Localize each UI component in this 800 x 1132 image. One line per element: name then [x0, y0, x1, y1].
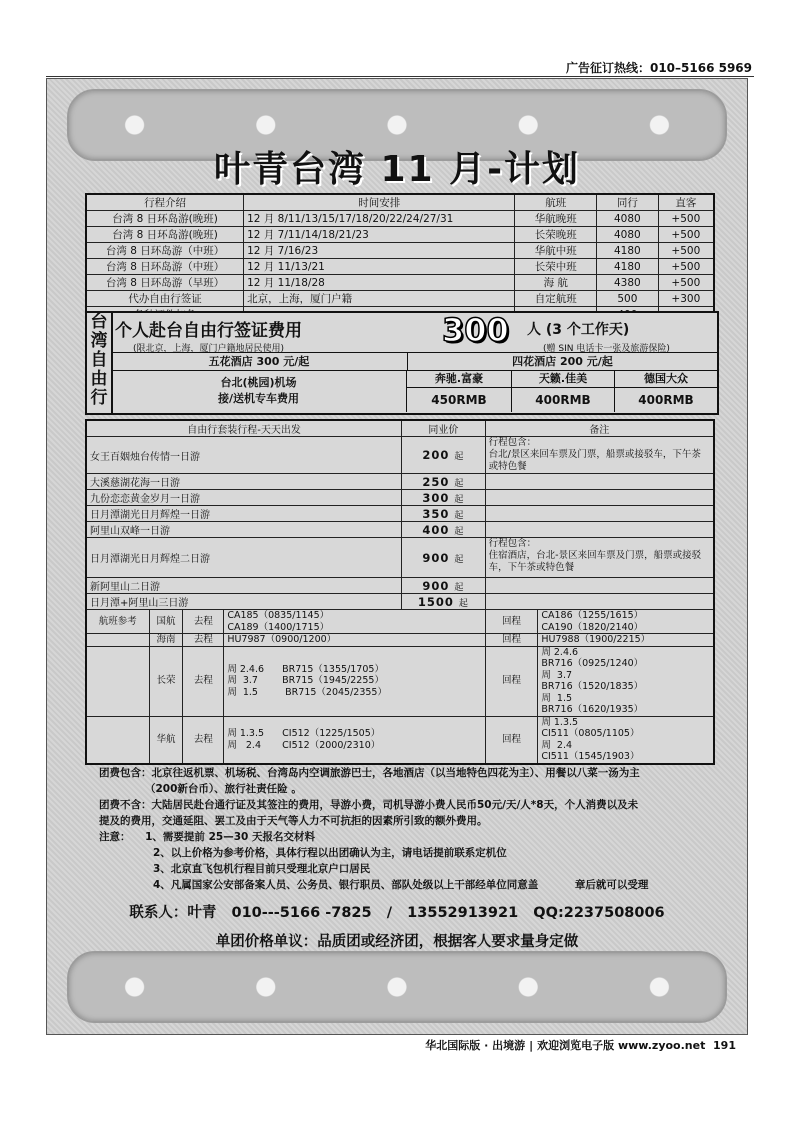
tour-name: 日月潭+阿里山三日游 — [86, 594, 402, 610]
flight-out-times: 周 2.4.6 BR715（1355/1705） 周 3.7 BR715（1945/2255） 周 1.5 BR715（2045/2355） — [224, 646, 485, 716]
terms-note-item: 2、以上价格为参考价格，具体行程以出团确认为主，请电话提前联系定机位 — [153, 847, 507, 859]
tours-header-row — [86, 420, 714, 437]
tour-row — [86, 506, 714, 522]
tour-price — [402, 474, 486, 490]
flight-label: 航班参考 — [86, 610, 149, 634]
terms-note-item: 4、凡属国家公安部备案人员、公务员、银行职员、部队处级以上干部经单位同意盖 章后就可以受理 — [153, 879, 649, 891]
terms-note-item: 3、北京直飞包机行程目前只受理北京户口居民 — [153, 863, 371, 875]
tours-header: 备注 — [485, 420, 714, 437]
schedule-cell: 台湾 8 日环岛游（早班） — [86, 275, 244, 291]
tour-row — [86, 594, 714, 610]
flight-direction-in: 回程 — [485, 610, 538, 634]
flight-label — [86, 634, 149, 647]
side-char: 由 — [90, 369, 108, 389]
page-number: 191 — [713, 1039, 736, 1052]
tour-price-value: 250 — [422, 474, 450, 489]
schedule-header-row — [86, 194, 714, 211]
car-option — [615, 370, 717, 412]
terms-label: 团费不含： — [99, 799, 152, 811]
airline-name: 海南 — [149, 634, 183, 647]
flight-direction-in: 回程 — [485, 716, 538, 764]
tour-row — [86, 522, 714, 538]
terms-label: 团费包含： — [99, 767, 152, 779]
schedule-cell: +300 — [658, 291, 714, 307]
car-price: 400RMB — [638, 393, 694, 407]
flight-in-times: 周 2.4.6 BR716（0925/1240） 周 3.7 BR716（1520/1835） 周 1.5 BR716（1620/1935） — [538, 646, 714, 716]
schedule-cell: 4180 — [597, 243, 659, 259]
terms-text: 大陆居民赴台通行证及其签注的费用，导游小费，司机导游小费人民币50元/天/人*8天，个人消费以及未 — [151, 799, 639, 811]
bottom-ornament — [67, 951, 727, 1023]
car-price: 450RMB — [431, 393, 487, 407]
schedule-cell: 4380 — [597, 275, 659, 291]
flight-direction-out: 去程 — [183, 646, 224, 716]
car-option — [407, 370, 512, 412]
tour-price-unit: 起 — [454, 478, 465, 489]
schedule-cell: 12 月 11/13/21 — [244, 259, 515, 275]
schedule-cell: 代办自由行签证 — [86, 291, 244, 307]
tour-price — [402, 538, 486, 578]
schedule-cell: 12 月 11/18/28 — [244, 275, 515, 291]
car-name: 德国大众 — [615, 371, 717, 388]
tour-row — [86, 437, 714, 474]
tours-header: 自由行套装行程-天天出发 — [86, 420, 402, 437]
side-char: 自 — [90, 350, 108, 370]
schedule-header: 同行 — [597, 194, 659, 211]
terms-label: 注意： — [99, 831, 131, 843]
flight-row — [86, 634, 714, 647]
tour-price-value: 350 — [422, 506, 450, 521]
schedule-cell: 台湾 8 日环岛游(晚班) — [86, 211, 244, 227]
ad-frame — [46, 78, 748, 1035]
schedule-cell: 长荣晚班 — [515, 227, 597, 243]
tour-price-unit: 起 — [454, 510, 465, 521]
flight-in-times: 周 1.3.5 CI511（0805/1105） 周 2.4 CI511（1545/1903） — [538, 716, 714, 764]
schedule-row — [86, 211, 714, 227]
tour-name: 新阿里山二日游 — [86, 578, 402, 594]
visa-note-right: (赠 SIN 电话卡一张及旅游保险) — [543, 344, 670, 354]
flight-label — [86, 646, 149, 716]
tour-price-value: 200 — [422, 448, 450, 462]
tour-price-unit: 起 — [454, 452, 465, 462]
flight-direction-out: 去程 — [183, 634, 224, 647]
tour-note-empty — [485, 522, 714, 538]
schedule-cell: 台湾 8 日环岛游（中班） — [86, 259, 244, 275]
side-char: 台 — [90, 312, 108, 332]
schedule-cell: +500 — [658, 243, 714, 259]
schedule-row — [86, 291, 714, 307]
schedule-header: 航班 — [515, 194, 597, 211]
schedule-cell: +500 — [658, 227, 714, 243]
tour-name: 日月潭湖光日月辉煌二日游 — [86, 538, 402, 578]
tour-name: 大溪慈湖花海一日游 — [86, 474, 402, 490]
car-name: 天籁.佳美 — [512, 371, 614, 388]
schedule-cell: 华航晚班 — [515, 211, 597, 227]
tour-price-value: 900 — [422, 578, 450, 593]
schedule-cell: 4180 — [597, 259, 659, 275]
flight-direction-in: 回程 — [485, 646, 538, 716]
schedule-cell: 台湾 8 日环岛游（中班） — [86, 243, 244, 259]
flight-row — [86, 716, 714, 764]
tour-price-value: 400 — [422, 522, 450, 537]
visa-side-label — [87, 313, 113, 413]
hotel-5-flower: 五花酒店 300 元/起 — [111, 352, 408, 370]
schedule-cell: 北京，上海，厦门户籍 — [244, 291, 515, 307]
schedule-row — [86, 259, 714, 275]
tour-name: 日月潭湖光日月辉煌一日游 — [86, 506, 402, 522]
tour-note-empty — [485, 506, 714, 522]
flight-in-times: HU7988（1900/2215） — [538, 634, 714, 647]
tour-row — [86, 474, 714, 490]
tour-note: 行程包含： 台北/景区来回车票及门票，船票或接驳车，下午茶或特色餐 — [485, 437, 714, 474]
flight-direction-out: 去程 — [183, 610, 224, 634]
visa-price: 300 — [442, 311, 509, 349]
tour-name: 女王百姻烛台传情一日游 — [86, 437, 402, 474]
tour-price — [402, 437, 486, 474]
visa-unit: 人 (3 个工作天) — [527, 322, 630, 338]
tours-header: 同业价 — [402, 420, 486, 437]
schedule-cell: 台湾 8 日环岛游(晚班) — [86, 227, 244, 243]
tour-price-value: 1500 — [417, 594, 454, 609]
schedule-cell: 12 月 8/11/13/15/17/18/20/22/24/27/31 — [244, 211, 515, 227]
hotel-4-flower: 四花酒店 200 元/起 — [408, 352, 717, 370]
tour-price — [402, 594, 486, 610]
footer-site: 欢迎浏览电子版 www.zyoo.net — [537, 1039, 706, 1052]
schedule-row — [86, 243, 714, 259]
tour-price-unit: 起 — [454, 582, 465, 593]
footer-edition: 华北国际版 · 出境游 — [425, 1039, 526, 1052]
schedule-cell: 长荣中班 — [515, 259, 597, 275]
contact-line: 联系人：叶青 010---5166 -7825 / 13552913921 QQ:2237508006 — [129, 905, 665, 921]
terms-include-cont: （200新台币）、旅行社责任险 。 — [145, 783, 302, 795]
header-rule — [46, 76, 754, 77]
schedule-header: 直客 — [658, 194, 714, 211]
tour-note-empty — [485, 594, 714, 610]
flight-direction-in: 回程 — [485, 634, 538, 647]
tour-price — [402, 506, 486, 522]
tour-price-unit: 起 — [454, 526, 465, 537]
tour-row — [86, 578, 714, 594]
schedule-cell: 4080 — [597, 211, 659, 227]
visa-note-left: (限北京，上海，厦门户籍地居民使用) — [133, 344, 285, 354]
schedule-cell: +500 — [658, 211, 714, 227]
tour-name: 阿里山双峰一日游 — [86, 522, 402, 538]
flight-in-times: CA186（1255/1615） CA190（1820/2140） — [538, 610, 714, 634]
tour-row — [86, 538, 714, 578]
flight-out-times: 周 1.3.5 CI512（1225/1505） 周 2.4 CI512（2000/2310） — [224, 716, 485, 764]
tours-table — [85, 419, 715, 765]
tour-row — [86, 490, 714, 506]
visa-headline: 个人赴台自由行签证费用 — [115, 321, 302, 341]
schedule-row — [86, 227, 714, 243]
schedule-cell: 自定航班 — [515, 291, 597, 307]
terms-text: 北京往返机票、机场税、台湾岛内空调旅游巴士，各地酒店（以当地特色四花为主）、用餐以八菜一汤为主 — [151, 767, 640, 779]
schedule-cell: 12 月 7/11/14/18/21/23 — [244, 227, 515, 243]
car-price: 400RMB — [535, 393, 591, 407]
flight-direction-out: 去程 — [183, 716, 224, 764]
tour-note-empty — [485, 578, 714, 594]
airline-name: 国航 — [149, 610, 183, 634]
flight-row — [86, 646, 714, 716]
airport-transfer-label — [111, 370, 407, 412]
tour-price-value: 900 — [422, 550, 450, 565]
airline-name: 长荣 — [149, 646, 183, 716]
tour-price — [402, 522, 486, 538]
terms-note — [99, 829, 719, 845]
side-char: 湾 — [90, 331, 108, 351]
schedule-table — [85, 193, 715, 324]
terms-exclude — [99, 797, 719, 813]
ad-hotline: 广告征订热线：010–5166 5969 — [565, 61, 752, 75]
flight-label — [86, 716, 149, 764]
tour-price — [402, 578, 486, 594]
terms-note-item: 1、需要提前 25—30 天报名交材料 — [145, 831, 315, 843]
flight-out-times: HU7987（0900/1200） — [224, 634, 485, 647]
airline-name: 华航 — [149, 716, 183, 764]
flight-row — [86, 610, 714, 634]
tour-name: 九份恋恋黄金岁月一日游 — [86, 490, 402, 506]
side-char: 行 — [90, 388, 108, 408]
terms-include — [99, 765, 719, 781]
tour-note: 行程包含： 住宿酒店，台北-景区来回车票及门票，船票或接驳车，下午茶或特色餐 — [485, 538, 714, 578]
page-title: 叶青台湾 11 月-计划 — [213, 149, 581, 190]
schedule-header: 时间安排 — [244, 194, 515, 211]
terms-exclude-cont: 提及的费用，交通延阻、罢工及由于天气等人力不可抗拒的因素所引致的额外费用。 — [99, 815, 488, 827]
visa-panel — [85, 311, 719, 415]
tour-note-empty — [485, 474, 714, 490]
tour-price-unit: 起 — [458, 598, 469, 609]
schedule-header: 行程介绍 — [86, 194, 244, 211]
airport-line: 台北(桃园)机场 — [220, 376, 297, 389]
tour-price — [402, 490, 486, 506]
tour-price-value: 300 — [422, 490, 450, 505]
schedule-cell: +500 — [658, 259, 714, 275]
schedule-cell: 500 — [597, 291, 659, 307]
schedule-cell: +500 — [658, 275, 714, 291]
footer-separator: | — [529, 1039, 534, 1052]
terms-block — [99, 765, 719, 893]
schedule-cell: 海 航 — [515, 275, 597, 291]
flight-out-times: CA185（0835/1145） CA189（1400/1715） — [224, 610, 485, 634]
page-footer — [425, 1037, 736, 1053]
airport-line: 接/送机专车费用 — [217, 392, 300, 405]
tour-note-empty — [485, 490, 714, 506]
schedule-row — [86, 275, 714, 291]
car-option — [512, 370, 615, 412]
tour-price-unit: 起 — [454, 494, 465, 505]
car-name: 奔驰.富豪 — [407, 371, 511, 388]
schedule-cell: 12 月 7/16/23 — [244, 243, 515, 259]
tour-price-unit: 起 — [454, 554, 465, 565]
schedule-cell: 华航中班 — [515, 243, 597, 259]
slogan: 单团价格单议：品质团或经济团，根据客人要求量身定做 — [215, 934, 579, 950]
schedule-cell: 4080 — [597, 227, 659, 243]
